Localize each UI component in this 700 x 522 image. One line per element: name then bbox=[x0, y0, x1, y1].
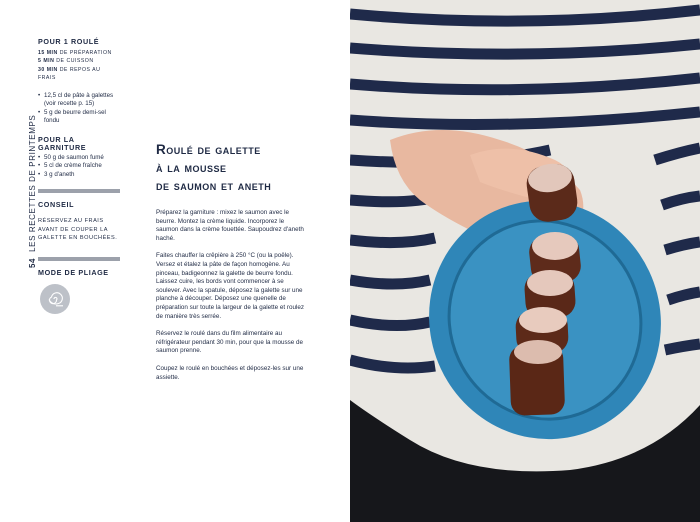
step-paragraph: Coupez le roulé en bouchées et déposez-les sur une assiette. bbox=[156, 364, 304, 381]
ingredient-item: • 3 g d'aneth bbox=[38, 171, 120, 179]
ingredient-item: • 12,5 cl de pâte à galettes (voir recette p. 15) bbox=[38, 92, 120, 109]
time-prep: 15 MIN DE PRÉPARATION bbox=[38, 50, 112, 57]
sidebar bbox=[38, 38, 120, 277]
garnish-ingredients bbox=[38, 154, 120, 179]
ingredient-item: • 5 g de beurre demi-sel fondu bbox=[38, 109, 120, 126]
tip-heading: CONSEIL bbox=[38, 200, 75, 210]
ingredient-item: • 50 g de saumon fumé bbox=[38, 154, 120, 162]
step-paragraph: Préparez la garniture : mixez le saumon avec le beurre. Montez la crème liquide. Incorporez le saumon dans la crème fouettée. Saupoudrez d'aneth haché. bbox=[156, 209, 304, 242]
step-paragraph: Faites chauffer la crêpière à 250 °C (ou la poêle). Versez et étalez la pâte de façon homogène. Au pinceau, badigeonnez la galette de beurre fondu. Laissez cuire, les bords vont commencer à se soulever. Avec la spatule, déposez la galette sur une planche à découper. Déposez une quenelle de préparation sur toute la largeur de la galette et roulez de manière très serrée. bbox=[156, 252, 305, 320]
page-number: 54 bbox=[28, 257, 37, 268]
times-list bbox=[38, 49, 120, 82]
spiral-roll-icon bbox=[40, 284, 70, 314]
running-head bbox=[18, 114, 37, 268]
base-ingredients bbox=[38, 92, 120, 126]
divider bbox=[38, 189, 120, 193]
garnish-heading: POUR LA GARNITURE bbox=[38, 134, 87, 152]
recipe-steps bbox=[156, 209, 308, 391]
fold-heading: MODE DE PLIAGE bbox=[38, 267, 109, 277]
step-paragraph: Réservez le roulé dans du film alimentaire au réfrigérateur pendant 30 min, pour que la mousse de saumon prenne. bbox=[156, 330, 304, 355]
tip-text: RÉSERVEZ AU FRAIS AVANT DE COUPER LA GALETTE EN BOUCHÉES. bbox=[38, 218, 118, 242]
divider bbox=[38, 257, 120, 261]
running-head-text: LES RECETTES DE PRINTEMPS bbox=[28, 114, 37, 252]
ingredient-item: • 5 cl de crème fraîche bbox=[38, 162, 120, 170]
recipe-title: Roulé de galette à la mousse de saumon et aneth bbox=[156, 142, 272, 193]
recipe-photo bbox=[350, 0, 700, 522]
time-cook: 5 MIN DE CUISSON bbox=[38, 58, 94, 65]
serves-heading: POUR 1 ROULÉ bbox=[38, 37, 100, 46]
time-rest: 30 MIN DE REPOS AU FRAIS bbox=[38, 66, 101, 81]
